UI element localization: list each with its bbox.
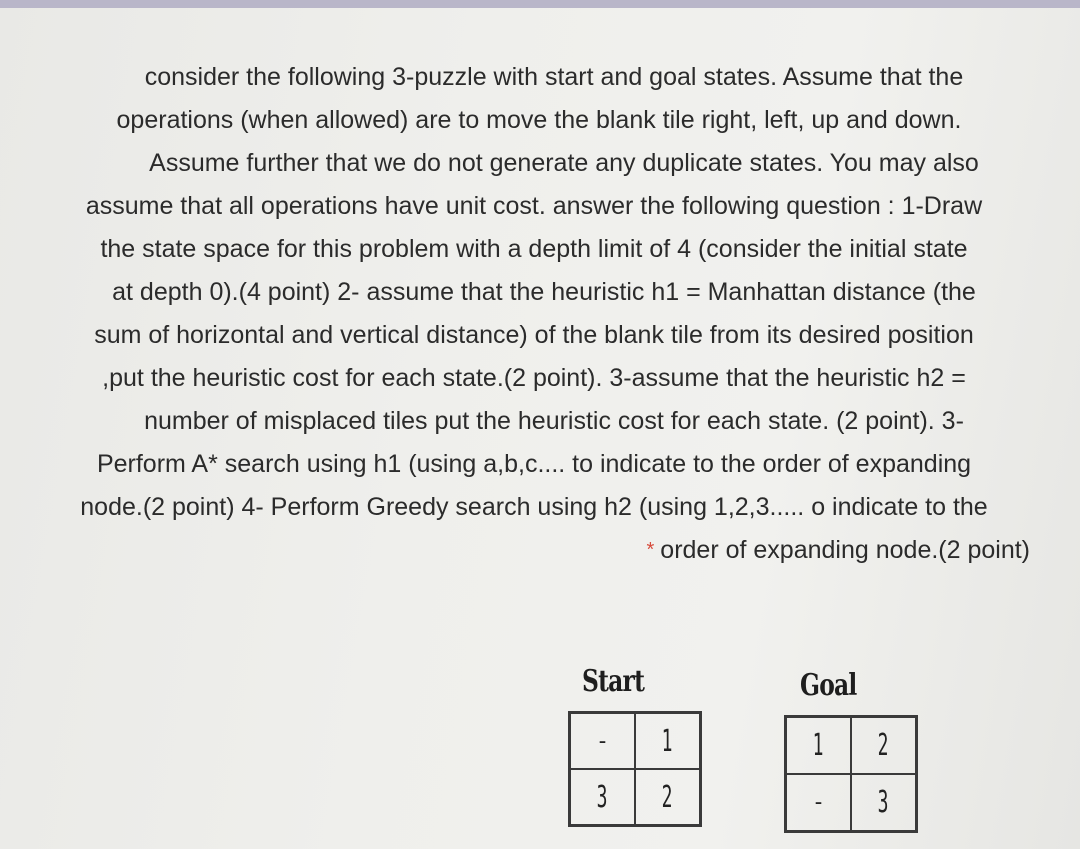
question-line: at depth 0).(4 point) 2- assume that the heuristic h1 = Manhattan distance (the xyxy=(112,278,976,306)
question-line: ,put the heuristic cost for each state.(2 point). 3-assume that the heuristic h2 = xyxy=(102,364,966,392)
goal-cell: 2 xyxy=(851,717,916,774)
start-cell: 2 xyxy=(635,769,700,825)
question-line: Assume further that we do not generate any duplicate states. You may also xyxy=(149,149,979,177)
question-line-last xyxy=(14,529,1054,572)
question-text xyxy=(14,56,1054,572)
start-cell: 1 xyxy=(635,713,700,769)
question-line: number of misplaced tiles put the heuristic cost for each state. (2 point). 3- xyxy=(144,407,964,435)
question-line: Perform A* search using h1 (using a,b,c.... to indicate to the order of expanding xyxy=(96,450,972,478)
start-cell: - xyxy=(570,713,635,769)
question-line: assume that all operations have unit cost. answer the following question : 1-Draw xyxy=(85,192,983,220)
goal-title: Goal xyxy=(800,668,857,703)
question-line: the state space for this problem with a depth limit of 4 (consider the initial state xyxy=(100,235,968,263)
goal-grid xyxy=(784,715,918,833)
question-line: consider the following 3-puzzle with start and goal states. Assume that the xyxy=(144,63,964,91)
question-line: node.(2 point) 4- Perform Greedy search using h2 (using 1,2,3..... o indicate to the xyxy=(80,493,988,521)
question-line-text: order of expanding node.(2 point) xyxy=(660,536,1030,564)
question-line: sum of horizontal and vertical distance) of the blank tile from its desired position xyxy=(94,321,974,349)
start-grid xyxy=(568,711,702,827)
start-cell: 3 xyxy=(570,769,635,825)
goal-cell: 1 xyxy=(786,717,851,774)
goal-cell: 3 xyxy=(851,774,916,831)
start-title: Start xyxy=(582,664,645,699)
question-line: operations (when allowed) are to move the blank tile right, left, up and down. xyxy=(116,106,962,134)
required-star-icon: * xyxy=(646,539,655,561)
goal-cell: - xyxy=(786,774,851,831)
top-border-strip xyxy=(0,0,1080,8)
